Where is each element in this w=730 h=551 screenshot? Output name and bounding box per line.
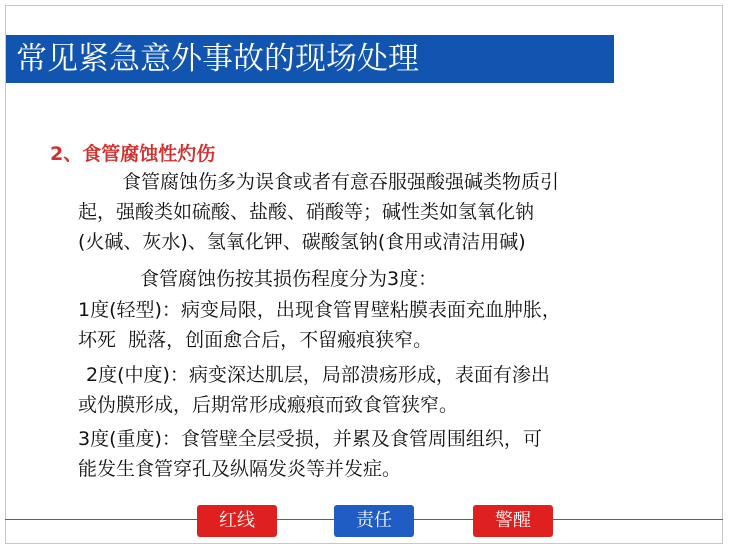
section-heading: 2、食管腐蚀性灼伤 <box>50 143 216 165</box>
degree-2-paragraph <box>78 360 550 420</box>
red-line-button[interactable]: 红线 <box>197 505 277 537</box>
degree-3-line-1: 3度(重度)：食管壁全层受损，并累及食管周围组织，可 <box>78 428 542 450</box>
intro-paragraph <box>78 167 559 257</box>
degree-1-paragraph <box>78 295 561 355</box>
degree-summary: 食管腐蚀伤按其损伤程度分为3度： <box>140 268 438 290</box>
degree-1-line-1: 1度(轻型)：病变局限，出现食管胃壁粘膜表面充血肿胀， <box>78 299 561 321</box>
intro-line-3: (火碱、灰水)、氢氧化钾、碳酸氢钠(食用或清洁用碱) <box>78 231 526 253</box>
degree-3-line-2: 能发生食管穿孔及纵隔发炎等并发症。 <box>78 458 402 480</box>
slide-title: 常见紧急意外事故的现场处理 <box>6 35 614 83</box>
intro-line-2: 起，强酸类如硫酸、盐酸、硝酸等；碱性类如氢氧化钠 <box>78 201 535 223</box>
degree-1-line-2: 坏死 脱落，创面愈合后，不留瘢痕狭窄。 <box>78 329 433 351</box>
responsibility-button[interactable]: 责任 <box>334 505 414 537</box>
intro-line-1: 食管腐蚀伤多为误食或者有意吞服强酸强碱类物质引 <box>122 171 560 193</box>
degree-2-line-1: 2度(中度)：病变深达肌层，局部溃疡形成，表面有渗出 <box>86 364 550 386</box>
degree-2-line-2: 或伪膜形成，后期常形成瘢痕而致食管狭窄。 <box>78 394 459 416</box>
alert-button[interactable]: 警醒 <box>473 505 553 537</box>
degree-3-paragraph <box>78 424 542 484</box>
